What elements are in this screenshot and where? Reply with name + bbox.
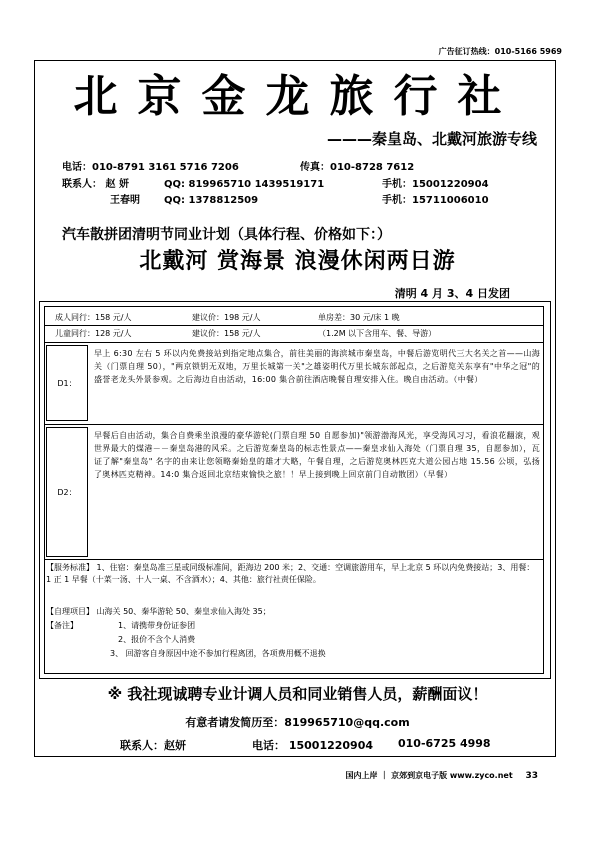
note-item-1: 1、请携带身份证参团 [118,621,196,630]
contact-fax: 传真：010-8728 7612 [300,162,415,173]
brand-subtitle: ———秦皇岛、北戴河旅游专线 [326,130,537,148]
footer-text: 国内上岸 ｜ 京郊到京电子版 www.zyco.net [345,771,513,780]
contact2-name: 王春明 [110,195,140,206]
price-child-peer: 儿童同行：128 元/人 [55,329,132,338]
contact2-qq: QQ: 1378812509 [164,195,259,206]
departure-date: 清明 4 月 3、4 日发团 [394,287,510,300]
bottom-contact-phone: 电话： 15001220904 [252,739,374,752]
page-number: 33 [525,771,538,781]
divider [44,424,544,425]
contact1-mobile: 手机：15001220904 [382,179,489,190]
contact1-qq: QQ: 819965710 1439519171 [164,179,325,190]
price-adult-suggest: 建议价：198 元/人 [192,313,261,322]
self-pay-items: 【自理项目】 山海关 50、秦华游轮 50、秦皇求仙入海处 35； [46,607,271,616]
divider [44,559,544,560]
service-standard: 【服务标准】 1、住宿：秦皇岛准三星或同级标准间，距海边 200 米；2、交通：空调旅游用车，早上北京 5 环以内免费接站；3、用餐：1 正 1 早餐（十菜一汤、十人一桌、不含酒水）；4、其他：旅行社责任保险。 [46,563,535,584]
price-child-note: （1.2M 以下含用车、餐、导游） [318,329,437,338]
resume-email: 有意者请发简历至：819965710@qq.com [185,716,410,729]
notes-label: 【备注】 [46,621,78,630]
day1-label: D1： [46,345,88,421]
recruitment-notice: ※ 我社现诚聘专业计调人员和同业销售人员，薪酬面议！ [107,685,488,703]
page-footer [346,770,538,781]
day2-itinerary: 早餐后自由活动，集合自费乘坐浪漫的豪华游轮(门票自理 50 自愿参加)"领游渤海风光，享受海风习习，看浪花翻滚，观世界最大的煤港－－秦皇岛港的风采。之后游览秦皇岛的标志性景点——秦皇求仙入海处（门票自理 35，自愿参加），瓦证了解"秦皇岛" 名字的由来让您领略秦始皇的雄才大略，午餐自理，之后游览奥林匹克大道公园占地 15.56 公顷，弘扬了奥林匹克精神。14:0 集合返回北京结束愉快之旅！！早上接到晚上回京前门自动散团）（早餐） [94,431,540,479]
ad-hotline: 广告征订热线：010-5166 5969 [438,47,562,56]
note-item-3: 3、 回游客自身原因中途不参加行程离团，各项费用概不退换 [110,649,326,658]
plan-title: 汽车散拼团清明节同业计划（具体行程、价格如下：） [62,227,391,243]
price-adult-peer: 成人同行：158 元/人 [55,313,132,322]
contact-phone: 电话：010-8791 3161 5716 7206 [62,162,239,173]
bottom-contact-phone2: 010-6725 4998 [398,737,491,750]
brand-name: 北京金龙旅行社 [73,71,522,122]
contact2-mobile: 手机：15711006010 [382,195,489,206]
note-item-2: 2、报价不含个人消费 [118,635,196,644]
tour-title: 北戴河 赏海景 浪漫休闲两日游 [139,249,456,274]
day2-label: D2： [46,427,88,557]
day1-itinerary: 早上 6:30 左右 5 环以内免费接站到指定地点集合，前往美丽的海滨城市秦皇岛，中餐后游览明代三大名关之首——山海关（门票自理 50），"两京锁钥无双地，万里长城第一关"之雄姿明代万里长城东部起点，之后游览关东享有"中华之冠"的盛誉老龙头外景参观。之后海边自由活动，16:00 集合前往酒店晚餐自理安排入住。晚自由活动。（中餐） [94,349,540,384]
divider [44,342,544,343]
contact1-name: 联系人： 赵 妍 [62,179,129,190]
price-child-suggest: 建议价：158 元/人 [192,329,261,338]
price-single-room: 单房差：30 元/床 1 晚 [318,313,400,322]
bottom-contact-person: 联系人：赵妍 [120,739,186,752]
divider [44,325,544,326]
